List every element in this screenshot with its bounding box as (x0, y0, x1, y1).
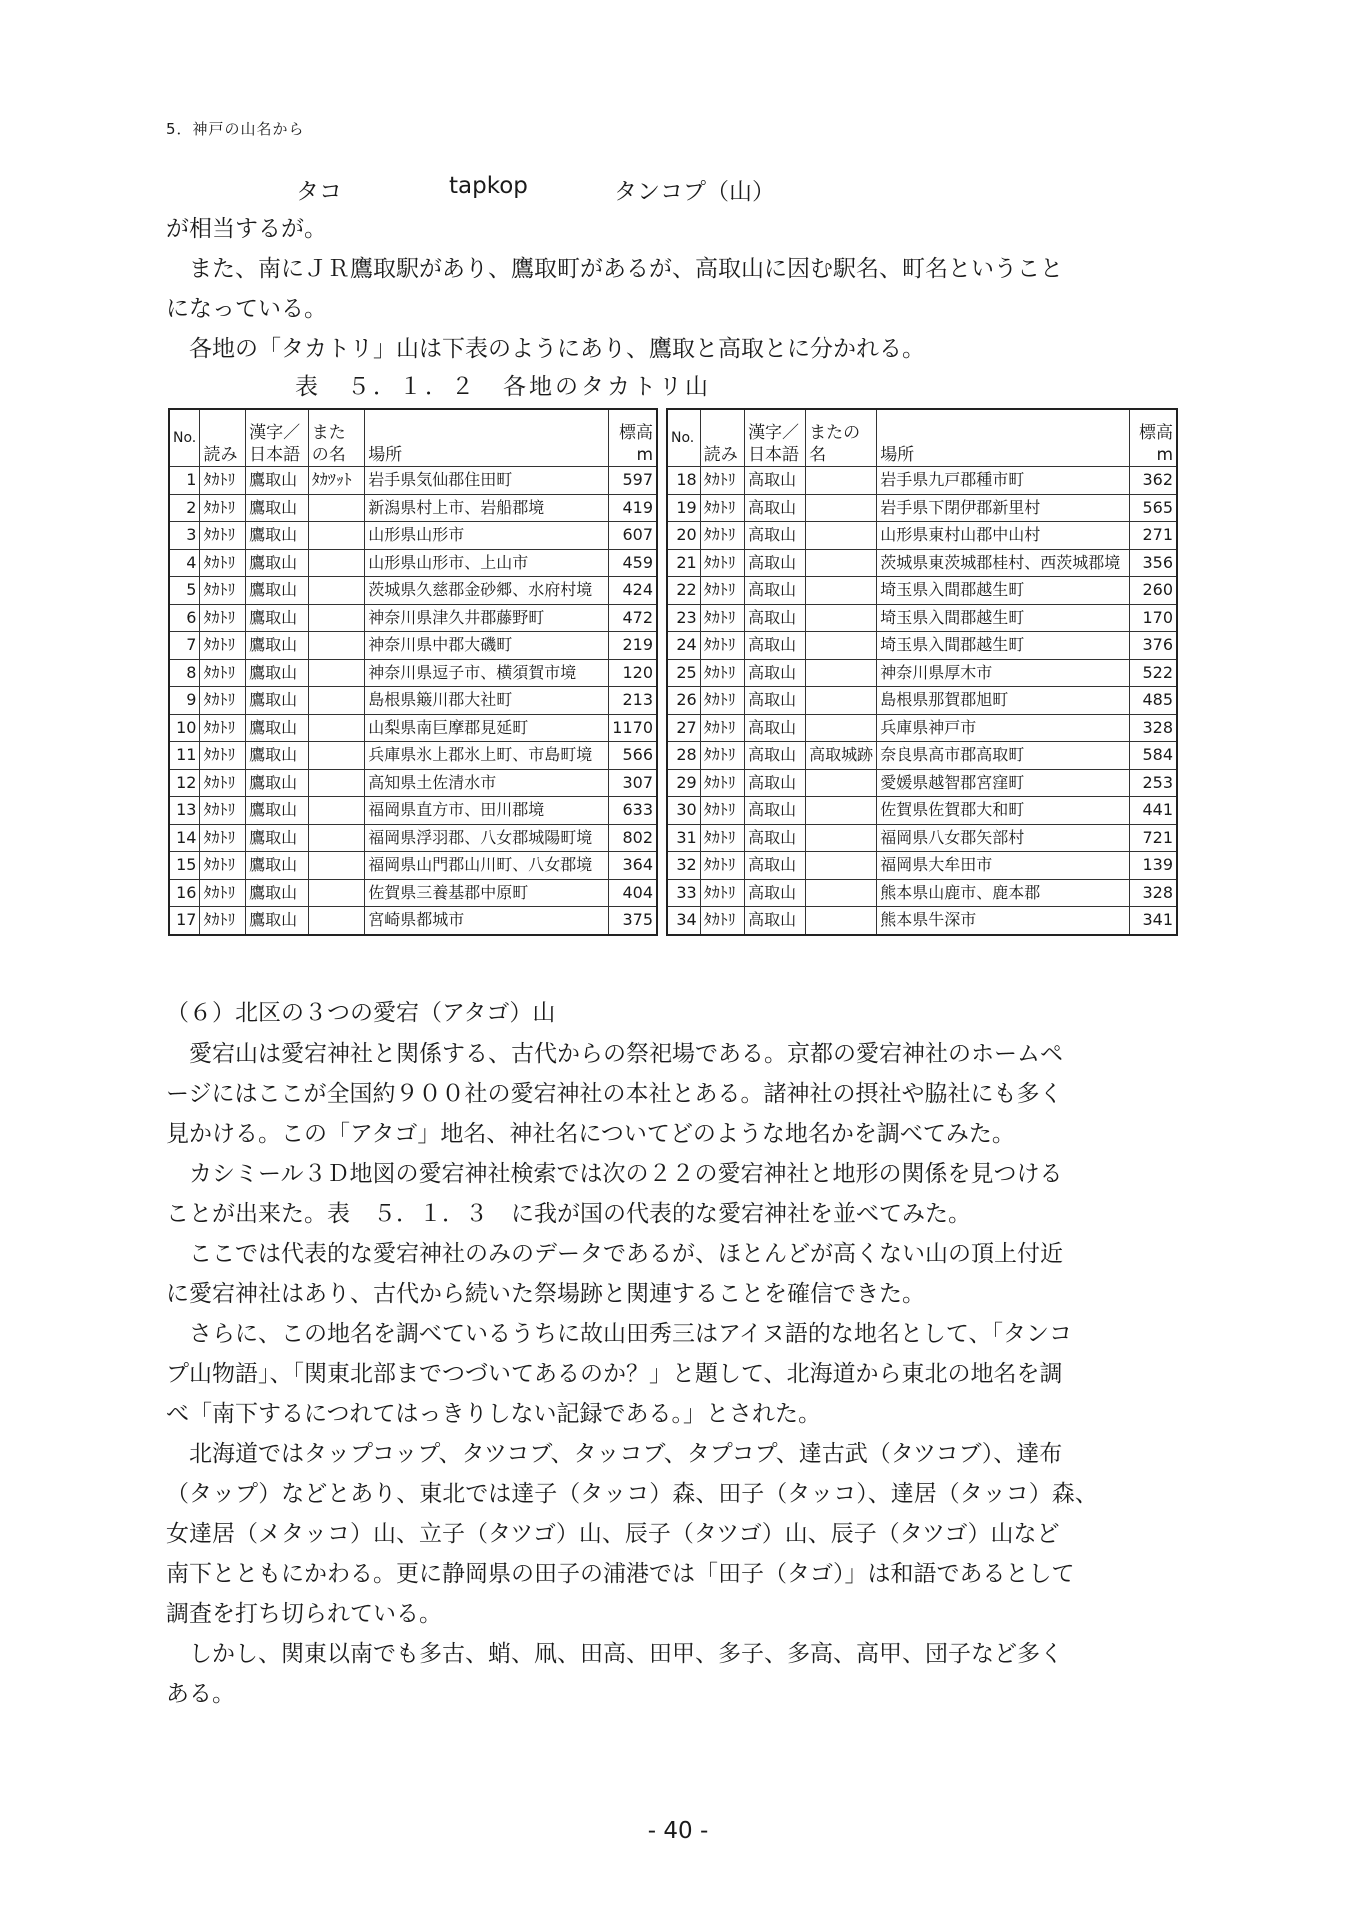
cell-yomi: ﾀｶﾄﾘ (700, 742, 744, 770)
body-line: ある。 (166, 1681, 235, 1707)
cell-place: 宮崎県都城市 (365, 907, 608, 935)
intro-line: 各地の「タカトリ」山は下表のようにあり、鷹取と高取とに分かれる。 (166, 336, 925, 362)
cell-no: 27 (667, 714, 700, 742)
cell-kanji: 高取山 (745, 714, 806, 742)
cell-alt (308, 852, 364, 880)
cell-kanji: 鷹取山 (246, 549, 309, 577)
cell-place: 茨城県久慈郡金砂郷、水府村境 (365, 577, 608, 605)
cell-no: 17 (169, 907, 200, 935)
cell-kanji: 高取山 (745, 494, 806, 522)
table-row (169, 687, 657, 715)
cell-elev: 260 (1129, 577, 1177, 605)
body-line: ことが出来た。表 ５．１．３ に我が国の代表的な愛宕神社を並べてみた。 (166, 1201, 971, 1227)
table-row (667, 742, 1177, 770)
cell-elev: 170 (1129, 604, 1177, 632)
table-row (667, 577, 1177, 605)
cell-alt (806, 577, 877, 605)
table-row (667, 797, 1177, 825)
cell-no: 11 (169, 742, 200, 770)
cell-yomi: ﾀｶﾄﾘ (200, 604, 246, 632)
cell-alt (806, 797, 877, 825)
cell-place: 熊本県牛深市 (877, 907, 1129, 935)
cell-kanji: 鷹取山 (246, 659, 309, 687)
cell-kanji: 高取山 (745, 549, 806, 577)
table-row (667, 659, 1177, 687)
cell-elev: 253 (1129, 769, 1177, 797)
cell-kanji: 高取山 (745, 522, 806, 550)
cell-place: 山形県山形市、上山市 (365, 549, 608, 577)
table-row (667, 907, 1177, 935)
body-line: ここでは代表的な愛宕神社のみのデータであるが、ほとんどが高くない山の頂上付近 (166, 1241, 1063, 1267)
cell-alt (308, 522, 364, 550)
cell-no: 9 (169, 687, 200, 715)
section-title: （６）北区の３つの愛宕（アタゴ）山 (166, 1000, 556, 1026)
cell-elev: 364 (608, 852, 657, 880)
table-caption: 表 ５．１．２ 各地のタカトリ山 (295, 374, 711, 400)
cell-no: 4 (169, 549, 200, 577)
body-line: 愛宕山は愛宕神社と関係する、古代からの祭祀場である。京都の愛宕神社のホームペ (166, 1041, 1063, 1067)
cell-alt (806, 467, 877, 495)
cell-alt (806, 687, 877, 715)
table-row (667, 852, 1177, 880)
cell-yomi: ﾀｶﾄﾘ (200, 852, 246, 880)
cell-kanji: 鷹取山 (246, 879, 309, 907)
cell-elev: 328 (1129, 879, 1177, 907)
cell-kanji: 鷹取山 (246, 742, 309, 770)
cell-no: 14 (169, 824, 200, 852)
cell-alt (806, 907, 877, 935)
takatori-table-right (666, 408, 1178, 936)
col-header-kanji: 漢字／日本語 (745, 409, 806, 467)
cell-alt (308, 742, 364, 770)
cell-elev: 376 (1129, 632, 1177, 660)
cell-alt (308, 687, 364, 715)
cell-alt (308, 659, 364, 687)
cell-elev: 441 (1129, 797, 1177, 825)
cell-place: 島根県那賀郡旭町 (877, 687, 1129, 715)
cell-no: 32 (667, 852, 700, 880)
cell-place: 神奈川県中郡大磯町 (365, 632, 608, 660)
cell-no: 16 (169, 879, 200, 907)
table-row (667, 714, 1177, 742)
cell-elev: 419 (608, 494, 657, 522)
cell-elev: 565 (1129, 494, 1177, 522)
cell-alt (806, 714, 877, 742)
intro-line: になっている。 (166, 296, 327, 322)
cell-elev: 120 (608, 659, 657, 687)
cell-alt (806, 549, 877, 577)
cell-elev: 424 (608, 577, 657, 605)
cell-alt (308, 907, 364, 935)
cell-place: 神奈川県逗子市、横須賀市境 (365, 659, 608, 687)
cell-alt (308, 714, 364, 742)
cell-place: 埼玉県入間郡越生町 (877, 577, 1129, 605)
table-row (169, 604, 657, 632)
cell-no: 21 (667, 549, 700, 577)
cell-no: 20 (667, 522, 700, 550)
cell-yomi: ﾀｶﾄﾘ (700, 549, 744, 577)
cell-alt (308, 824, 364, 852)
body-line: 女達居（メタッコ）山、立子（タツゴ）山、辰子（タツゴ）山、辰子（タツゴ）山など (166, 1521, 1060, 1547)
cell-elev: 219 (608, 632, 657, 660)
cell-elev: 633 (608, 797, 657, 825)
cell-yomi: ﾀｶﾄﾘ (700, 604, 744, 632)
cell-kanji: 鷹取山 (246, 714, 309, 742)
cell-elev: 802 (608, 824, 657, 852)
cell-place: 山形県東村山郡中山村 (877, 522, 1129, 550)
cell-no: 3 (169, 522, 200, 550)
table-row (169, 549, 657, 577)
cell-place: 福岡県大牟田市 (877, 852, 1129, 880)
cell-elev: 472 (608, 604, 657, 632)
cell-yomi: ﾀｶﾄﾘ (700, 522, 744, 550)
table-row (169, 797, 657, 825)
cell-kanji: 高取山 (745, 687, 806, 715)
cell-alt (806, 852, 877, 880)
cell-no: 5 (169, 577, 200, 605)
cell-yomi: ﾀｶﾄﾘ (200, 687, 246, 715)
cell-place: 愛媛県越智郡宮窪町 (877, 769, 1129, 797)
cell-no: 13 (169, 797, 200, 825)
cell-kanji: 鷹取山 (246, 907, 309, 935)
cell-kanji: 高取山 (745, 604, 806, 632)
page-number: - 40 - (647, 1818, 709, 1844)
cell-kanji: 高取山 (745, 907, 806, 935)
col-header-alt: またの名 (308, 409, 364, 467)
cell-no: 30 (667, 797, 700, 825)
cell-yomi: ﾀｶﾄﾘ (700, 714, 744, 742)
body-line: べ「南下するにつれてはっきりしない記録である。」とされた。 (166, 1401, 822, 1427)
table-row (667, 687, 1177, 715)
cell-elev: 566 (608, 742, 657, 770)
cell-kanji: 鷹取山 (246, 577, 309, 605)
table-row (667, 494, 1177, 522)
cell-alt (308, 494, 364, 522)
table-row (169, 852, 657, 880)
cell-kanji: 鷹取山 (246, 632, 309, 660)
cell-kanji: 高取山 (745, 879, 806, 907)
cell-no: 6 (169, 604, 200, 632)
body-line: プ山物語」、「関東北部までつづいてあるのか？」と題して、北海道から東北の地名を調 (166, 1361, 1063, 1387)
table-row (169, 907, 657, 935)
cell-elev: 1170 (608, 714, 657, 742)
cell-yomi: ﾀｶﾄﾘ (700, 687, 744, 715)
col-header-place: 場所 (365, 409, 608, 467)
cell-place: 茨城県東茨城郡桂村、西茨城郡境 (877, 549, 1129, 577)
table-row (667, 522, 1177, 550)
cell-elev: 522 (1129, 659, 1177, 687)
body-line: 見かける。この「アタゴ」地名、神社名についてどのような地名かを調べてみた。 (166, 1121, 1015, 1147)
cell-place: 神奈川県津久井郡藤野町 (365, 604, 608, 632)
cell-yomi: ﾀｶﾄﾘ (200, 522, 246, 550)
cell-elev: 597 (608, 467, 657, 495)
cell-place: 福岡県直方市、田川郡境 (365, 797, 608, 825)
cell-no: 25 (667, 659, 700, 687)
table-row (169, 742, 657, 770)
body-line: ージにはここが全国約９００社の愛宕神社の本社とある。諸神社の摂社や脇社にも多く (166, 1081, 1063, 1107)
cell-no: 10 (169, 714, 200, 742)
cell-yomi: ﾀｶﾄﾘ (700, 467, 744, 495)
cell-kanji: 鷹取山 (246, 522, 309, 550)
cell-kanji: 鷹取山 (246, 824, 309, 852)
table-row (169, 577, 657, 605)
cell-no: 28 (667, 742, 700, 770)
cell-yomi: ﾀｶﾄﾘ (200, 494, 246, 522)
table-row (169, 632, 657, 660)
cell-yomi: ﾀｶﾄﾘ (700, 769, 744, 797)
cell-kanji: 鷹取山 (246, 797, 309, 825)
cell-elev: 404 (608, 879, 657, 907)
cell-yomi: ﾀｶﾄﾘ (200, 907, 246, 935)
cell-alt (308, 769, 364, 797)
table-row (169, 467, 657, 495)
cell-elev: 356 (1129, 549, 1177, 577)
cell-place: 新潟県村上市、岩船郡境 (365, 494, 608, 522)
cell-kanji: 高取山 (745, 659, 806, 687)
cell-place: 島根県簸川郡大社町 (365, 687, 608, 715)
body-line: しかし、関東以南でも多古、蛸、凧、田高、田甲、多子、多高、高甲、団子など多く (166, 1641, 1063, 1667)
body-line: 調査を打ち切られている。 (166, 1601, 442, 1627)
col-header-kanji: 漢字／日本語 (246, 409, 309, 467)
cell-kanji: 高取山 (745, 852, 806, 880)
cell-elev: 375 (608, 907, 657, 935)
cell-no: 31 (667, 824, 700, 852)
cell-place: 兵庫県氷上郡氷上町、市島町境 (365, 742, 608, 770)
cell-place: 奈良県高市郡高取町 (877, 742, 1129, 770)
cell-yomi: ﾀｶﾄﾘ (200, 714, 246, 742)
cell-no: 18 (667, 467, 700, 495)
cell-yomi: ﾀｶﾄﾘ (700, 797, 744, 825)
cell-alt (308, 577, 364, 605)
cell-yomi: ﾀｶﾄﾘ (200, 549, 246, 577)
cell-yomi: ﾀｶﾄﾘ (200, 879, 246, 907)
table-row (169, 494, 657, 522)
cell-place: 福岡県山門郡山川町、八女郡境 (365, 852, 608, 880)
body-line: 北海道ではタップコップ、タツコブ、タッコブ、タプコプ、達古武（タツコブ）、達布 (166, 1441, 1063, 1467)
cell-place: 福岡県浮羽郡、八女郡城陽町境 (365, 824, 608, 852)
cell-no: 22 (667, 577, 700, 605)
cell-yomi: ﾀｶﾄﾘ (200, 769, 246, 797)
cell-elev: 341 (1129, 907, 1177, 935)
cell-place: 佐賀県三養基郡中原町 (365, 879, 608, 907)
cell-yomi: ﾀｶﾄﾘ (200, 659, 246, 687)
cell-yomi: ﾀｶﾄﾘ (700, 577, 744, 605)
cell-yomi: ﾀｶﾄﾘ (700, 879, 744, 907)
table-row (667, 824, 1177, 852)
cell-elev: 459 (608, 549, 657, 577)
body-line: カシミール３Ｄ地図の愛宕神社検索では次の２２の愛宕神社と地形の関係を見つける (166, 1161, 1063, 1187)
cell-place: 兵庫県神戸市 (877, 714, 1129, 742)
body-line: （タップ）などとあり、東北では達子（タッコ）森、田子（タッコ）、達居（タッコ）森、 (166, 1481, 1098, 1507)
cell-alt (806, 632, 877, 660)
cell-alt (806, 659, 877, 687)
cell-no: 7 (169, 632, 200, 660)
table-row (667, 467, 1177, 495)
cell-no: 1 (169, 467, 200, 495)
cell-no: 33 (667, 879, 700, 907)
cell-alt: ﾀｶﾂｯﾄ (308, 467, 364, 495)
cell-yomi: ﾀｶﾄﾘ (700, 852, 744, 880)
cell-alt (308, 879, 364, 907)
cell-kanji: 鷹取山 (246, 852, 309, 880)
cell-elev: 328 (1129, 714, 1177, 742)
body-line: に愛宕神社はあり、古代から続いた祭場跡と関連することを確信できた。 (166, 1281, 925, 1307)
cell-alt (308, 797, 364, 825)
cell-place: 埼玉県入間郡越生町 (877, 632, 1129, 660)
cell-alt (308, 632, 364, 660)
cell-yomi: ﾀｶﾄﾘ (200, 467, 246, 495)
table-row (667, 769, 1177, 797)
table-row (169, 714, 657, 742)
cell-yomi: ﾀｶﾄﾘ (200, 742, 246, 770)
cell-elev: 213 (608, 687, 657, 715)
cell-alt (308, 549, 364, 577)
cell-no: 2 (169, 494, 200, 522)
col-header-no: No. (667, 409, 700, 467)
cell-yomi: ﾀｶﾄﾘ (700, 494, 744, 522)
cell-kanji: 鷹取山 (246, 769, 309, 797)
body-line: さらに、この地名を調べているうちに故山田秀三はアイヌ語的な地名として、「タンコ (166, 1321, 1072, 1347)
tako-word: タコ (296, 179, 342, 205)
body-line: 南下とともにかわる。更に静岡県の田子の浦港では「田子（タゴ）」は和語であるとして (166, 1561, 1075, 1587)
table-row (169, 769, 657, 797)
cell-alt (806, 824, 877, 852)
col-header-yomi: 読み (200, 409, 246, 467)
intro-line: また、南にＪＲ鷹取駅があり、鷹取町があるが、高取山に因む駅名、町名ということ (166, 256, 1063, 282)
col-header-no: No. (169, 409, 200, 467)
cell-place: 山梨県南巨摩郡見延町 (365, 714, 608, 742)
cell-elev: 271 (1129, 522, 1177, 550)
cell-no: 23 (667, 604, 700, 632)
cell-no: 24 (667, 632, 700, 660)
cell-yomi: ﾀｶﾄﾘ (700, 907, 744, 935)
running-header: 5．神戸の山名から (166, 120, 305, 138)
cell-kanji: 鷹取山 (246, 467, 309, 495)
cell-place: 岩手県気仙郡住田町 (365, 467, 608, 495)
cell-alt (806, 522, 877, 550)
cell-no: 12 (169, 769, 200, 797)
cell-alt (308, 604, 364, 632)
cell-alt (806, 879, 877, 907)
table-row (667, 549, 1177, 577)
cell-kanji: 高取山 (745, 467, 806, 495)
col-header-elev: 標高m (1129, 409, 1177, 467)
cell-elev: 139 (1129, 852, 1177, 880)
cell-kanji: 高取山 (745, 769, 806, 797)
cell-yomi: ﾀｶﾄﾘ (700, 659, 744, 687)
cell-no: 34 (667, 907, 700, 935)
cell-yomi: ﾀｶﾄﾘ (200, 824, 246, 852)
cell-yomi: ﾀｶﾄﾘ (200, 797, 246, 825)
cell-yomi: ﾀｶﾄﾘ (700, 824, 744, 852)
tankopu-word: タンコプ（山） (614, 179, 775, 205)
cell-kanji: 高取山 (745, 632, 806, 660)
cell-no: 8 (169, 659, 200, 687)
tapkop-word: tapkop (449, 173, 528, 199)
cell-no: 26 (667, 687, 700, 715)
cell-kanji: 鷹取山 (246, 687, 309, 715)
takatori-table-left (168, 408, 658, 936)
table-row (169, 659, 657, 687)
cell-place: 神奈川県厚木市 (877, 659, 1129, 687)
col-header-alt: またの名 (806, 409, 877, 467)
cell-kanji: 高取山 (745, 577, 806, 605)
cell-yomi: ﾀｶﾄﾘ (700, 632, 744, 660)
col-header-yomi: 読み (700, 409, 744, 467)
cell-no: 19 (667, 494, 700, 522)
cell-alt (806, 494, 877, 522)
cell-place: 熊本県山鹿市、鹿本郡 (877, 879, 1129, 907)
cell-kanji: 高取山 (745, 742, 806, 770)
cell-alt: 高取城跡 (806, 742, 877, 770)
cell-elev: 307 (608, 769, 657, 797)
table-row (169, 824, 657, 852)
cell-elev: 607 (608, 522, 657, 550)
table-row (667, 604, 1177, 632)
table-row (667, 632, 1177, 660)
table-row (667, 879, 1177, 907)
cell-alt (806, 604, 877, 632)
cell-kanji: 鷹取山 (246, 604, 309, 632)
cell-place: 埼玉県入間郡越生町 (877, 604, 1129, 632)
cell-elev: 362 (1129, 467, 1177, 495)
intro-line: が相当するが。 (166, 216, 327, 242)
cell-elev: 584 (1129, 742, 1177, 770)
cell-elev: 485 (1129, 687, 1177, 715)
cell-no: 29 (667, 769, 700, 797)
cell-kanji: 鷹取山 (246, 494, 309, 522)
table-row (169, 522, 657, 550)
table-row (169, 879, 657, 907)
cell-yomi: ﾀｶﾄﾘ (200, 577, 246, 605)
cell-place: 山形県山形市 (365, 522, 608, 550)
cell-alt (806, 769, 877, 797)
cell-place: 福岡県八女郡矢部村 (877, 824, 1129, 852)
cell-yomi: ﾀｶﾄﾘ (200, 632, 246, 660)
col-header-place: 場所 (877, 409, 1129, 467)
col-header-elev: 標高m (608, 409, 657, 467)
cell-no: 15 (169, 852, 200, 880)
cell-place: 岩手県下閉伊郡新里村 (877, 494, 1129, 522)
cell-kanji: 高取山 (745, 824, 806, 852)
cell-kanji: 高取山 (745, 797, 806, 825)
cell-place: 佐賀県佐賀郡大和町 (877, 797, 1129, 825)
cell-elev: 721 (1129, 824, 1177, 852)
cell-place: 高知県土佐清水市 (365, 769, 608, 797)
cell-place: 岩手県九戸郡種市町 (877, 467, 1129, 495)
